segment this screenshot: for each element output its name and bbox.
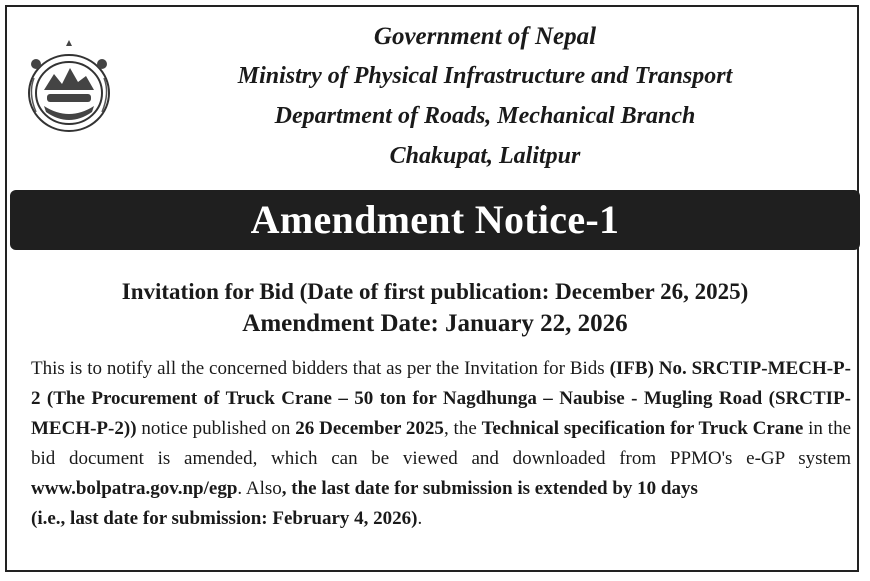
body-text-4: in the bid document is amended, which can be viewed and downloaded from PPMO's e-GP system: [31, 418, 852, 469]
body-text-5: . Also: [237, 478, 282, 499]
specification-name: Technical specification for Truck Crane: [481, 418, 804, 439]
ifb-reference: (IFB) No. SRCTIP-MECH-P-2 (The Procurement of Truck Crane – 50 ton for Nagdhunga – Naubise - Mugling Road (SRCTIP-MECH-P-2)): [31, 358, 851, 439]
body-text-1: This is to notify all the concerned bidders that as per the Invitation for Bids: [31, 358, 610, 379]
invitation-subheading: Invitation for Bid (Date of first publication: December 26, 2025): [121, 279, 749, 304]
location-heading: Chakupat, Lalitpur: [389, 143, 581, 169]
body-text-3: , the: [443, 418, 482, 439]
body-text-2: notice published on: [136, 418, 296, 439]
amendment-date-subheading: Amendment Date: January 22, 2026: [242, 310, 628, 337]
body-text-6: .: [417, 508, 423, 529]
submission-deadline: (i.e., last date for submission: February 4, 2026): [31, 508, 418, 529]
government-heading: Government of Nepal: [373, 23, 597, 50]
ministry-heading: Ministry of Physical Infrastructure and Transport: [237, 63, 733, 89]
department-heading: Department of Roads, Mechanical Branch: [274, 103, 696, 129]
egp-url: www.bolpatra.gov.np/egp: [31, 478, 238, 499]
last-line: [31, 504, 851, 534]
header-block: [100, 18, 870, 176]
extension-notice: , the last date for submission is extended by 10 days: [281, 478, 698, 499]
publication-date: 26 December 2025: [295, 418, 444, 439]
notice-title-banner: Amendment Notice-1: [10, 190, 860, 250]
notice-body: [31, 354, 851, 534]
